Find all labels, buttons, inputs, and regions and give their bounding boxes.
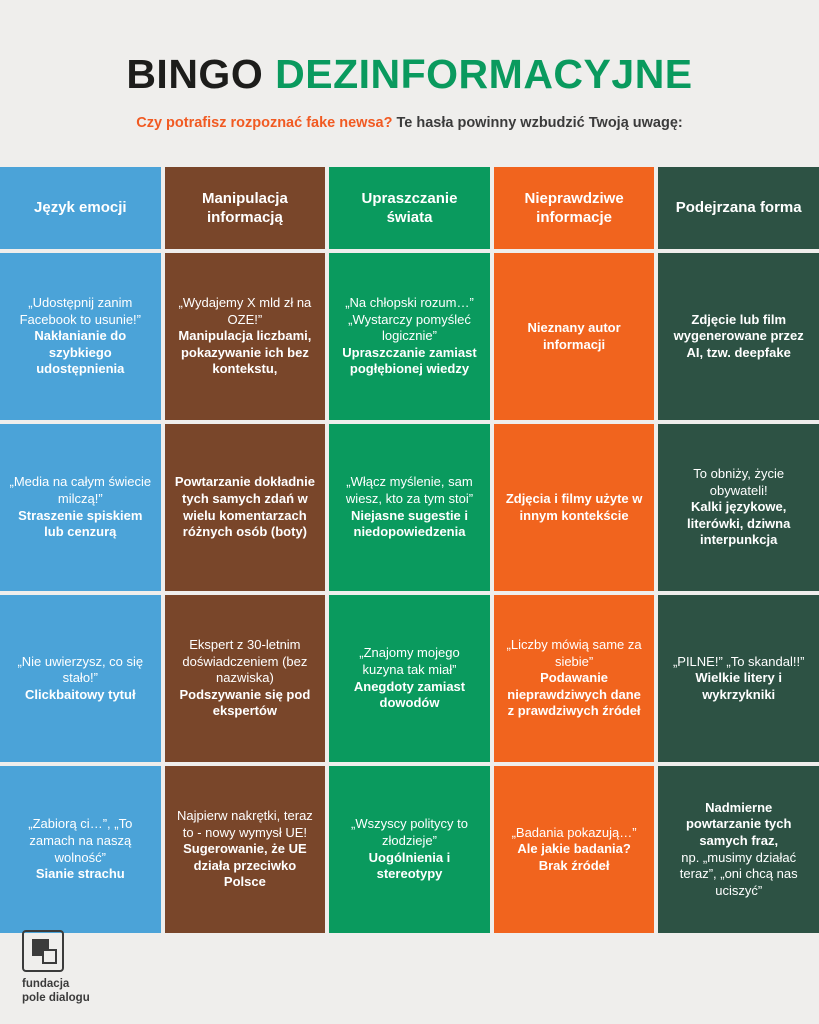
bingo-cell-extra: np. „musimy działać teraz”, „oni chcą nas uciszyć” [679,849,798,898]
bingo-cell-content [9,474,152,541]
bingo-cell[interactable] [165,424,326,591]
bingo-cell-content [667,800,810,900]
footer-logo [22,930,90,1006]
bingo-cell-label: Podawanie nieprawdziwych dane z prawdziwych źródeł [507,670,641,719]
bingo-cell[interactable] [329,424,490,591]
bingo-cell-label: Zdjęcie lub film wygenerowane przez AI, tzw. deepfake [673,311,804,360]
bingo-cell-label: Kalki językowe, literówki, dziwna interpunkcja [687,499,791,548]
bingo-cell-quote: „Wydajemy X mld zł na OZE!” [178,294,312,327]
bingo-cell[interactable] [329,253,490,420]
bingo-cell-label: Anegdoty zamiast dowodów [353,678,466,711]
bingo-cell-label: Wielkie litery i wykrzykniki [695,670,782,702]
bingo-cell-quote: „Udostępnij zanim Facebook to usunie!” [19,294,141,327]
bingo-cell-content [338,645,481,712]
page-subtitle [0,97,819,131]
bingo-cell-label: Nakłanianie do szybkiego udostępnienia [34,328,127,377]
bingo-cell-content [503,825,646,875]
bingo-cell-label: Powtarzanie dokładnie tych samych zdań w wielu komentarzach różnych osób (boty) [174,474,315,540]
bingo-cell[interactable] [658,424,819,591]
bingo-cell[interactable] [165,595,326,762]
bingo-cell-quote: Najpierw nakrętki, teraz to - nowy wymysł UE! [176,807,313,840]
bingo-cell[interactable] [329,766,490,933]
bingo-cell[interactable] [494,253,655,420]
bingo-cell-label: Upraszczanie zamiast pogłębionej wiedzy [342,344,477,377]
bingo-cell-quote: To obniży, życie obywateli! [693,465,785,498]
bingo-cell-quote: „Badania pokazują…” [511,824,637,840]
bingo-cell-label: Sianie strachu [35,866,125,882]
column-header: Manipulacja informacją [165,167,326,249]
subtitle-highlight: Czy potrafisz rozpoznać fake newsa? [136,115,393,132]
bingo-cell-label: Podszywanie się pod ekspertów [179,686,311,719]
bingo-cell-content [667,312,810,362]
bingo-cell-label: Ale jakie badania? Brak źródeł [517,841,631,873]
column-header: Język emocji [0,167,161,249]
bingo-cell-quote: „Wszyscy politycy to złodzieje” [350,816,468,848]
bingo-cell[interactable] [658,595,819,762]
bingo-cell[interactable] [329,595,490,762]
bingo-grid [0,167,819,933]
title-part-two: DEZINFORMACYJNE [275,51,693,97]
bingo-cell-label: Straszenie spiskiem lub cenzurą [18,507,143,540]
bingo-cell-label: Nadmierne powtarzanie tych samych fraz, [685,799,792,848]
logo-line-two: pole dialogu [22,992,90,1005]
bingo-cell-label: Niejasne sugestie i niedopowiedzenia [350,507,469,540]
bingo-cell-label: Sugerowanie, że UE działa przeciwko Polsce [183,841,307,890]
bingo-cell[interactable] [494,424,655,591]
bingo-cell-label: Manipulacja liczbami, pokazywanie ich bez kontekstu, [178,328,312,377]
bingo-cell-quote: „Media na całym świecie milczą!” [9,474,152,506]
bingo-cell-content [174,637,317,720]
bingo-cell-quote: „Zabiorą ci…”, „To zamach na naszą wolność” [28,816,133,865]
column-header: Podejrzana forma [658,167,819,249]
bingo-cell[interactable] [658,253,819,420]
title-part-one: BINGO [126,51,276,97]
bingo-cell[interactable] [658,766,819,933]
bingo-cell-content [174,474,317,541]
subtitle-rest: Te hasła powinny wzbudzić Twoją uwagę: [392,115,683,132]
bingo-cell-content [9,654,152,704]
bingo-cell[interactable] [0,424,161,591]
bingo-cell-quote: „Na chłopski rozum…” „Wystarczy pomyśleć logicznie” [345,294,474,344]
bingo-cell-quote: „PILNE!” „To skandal!!” [672,653,805,669]
bingo-cell[interactable] [165,253,326,420]
page-title [0,0,819,97]
bingo-cell-content [338,474,481,541]
bingo-cell-quote: „Liczby mówią same za siebie” [506,636,642,669]
bingo-cell-content [9,816,152,883]
bingo-cell-label: Nieznany autor informacji [527,319,621,352]
foundation-logo-icon [22,930,64,972]
foundation-logo-text [22,978,90,1006]
bingo-cell-quote: Ekspert z 30-letnim doświadczeniem (bez nazwiska) [182,636,308,686]
bingo-cell-label: Zdjęcia i filmy użyte w innym kontekście [505,490,643,523]
bingo-cell[interactable] [0,595,161,762]
bingo-cell-content [9,295,152,378]
bingo-cell[interactable] [0,253,161,420]
bingo-cell-quote: „Włącz myślenie, sam wiesz, kto za tym stoi” [345,474,474,506]
bingo-cell[interactable] [0,766,161,933]
bingo-cell-content [667,466,810,549]
bingo-cell-content [667,654,810,704]
bingo-cell-label: Uogólnienia i stereotypy [368,849,451,882]
bingo-cell-quote: „Znajomy mojego kuzyna tak miał” [359,645,460,677]
bingo-cell-content [338,816,481,883]
bingo-cell-content [503,637,646,720]
bingo-cell-quote: „Nie uwierzysz, co się stało!” [17,653,144,686]
bingo-cell[interactable] [165,766,326,933]
bingo-cell-content [338,295,481,378]
bingo-cell-content [503,320,646,353]
column-header: Nieprawdziwe informacje [494,167,655,249]
column-header: Upraszczanie świata [329,167,490,249]
bingo-cell[interactable] [494,766,655,933]
logo-line-one: fundacja [22,978,70,991]
bingo-cell-content [174,808,317,891]
bingo-cell-content [174,295,317,378]
bingo-cell-content [503,491,646,524]
bingo-cell[interactable] [494,595,655,762]
bingo-cell-label: Clickbaitowy tytuł [25,686,136,702]
